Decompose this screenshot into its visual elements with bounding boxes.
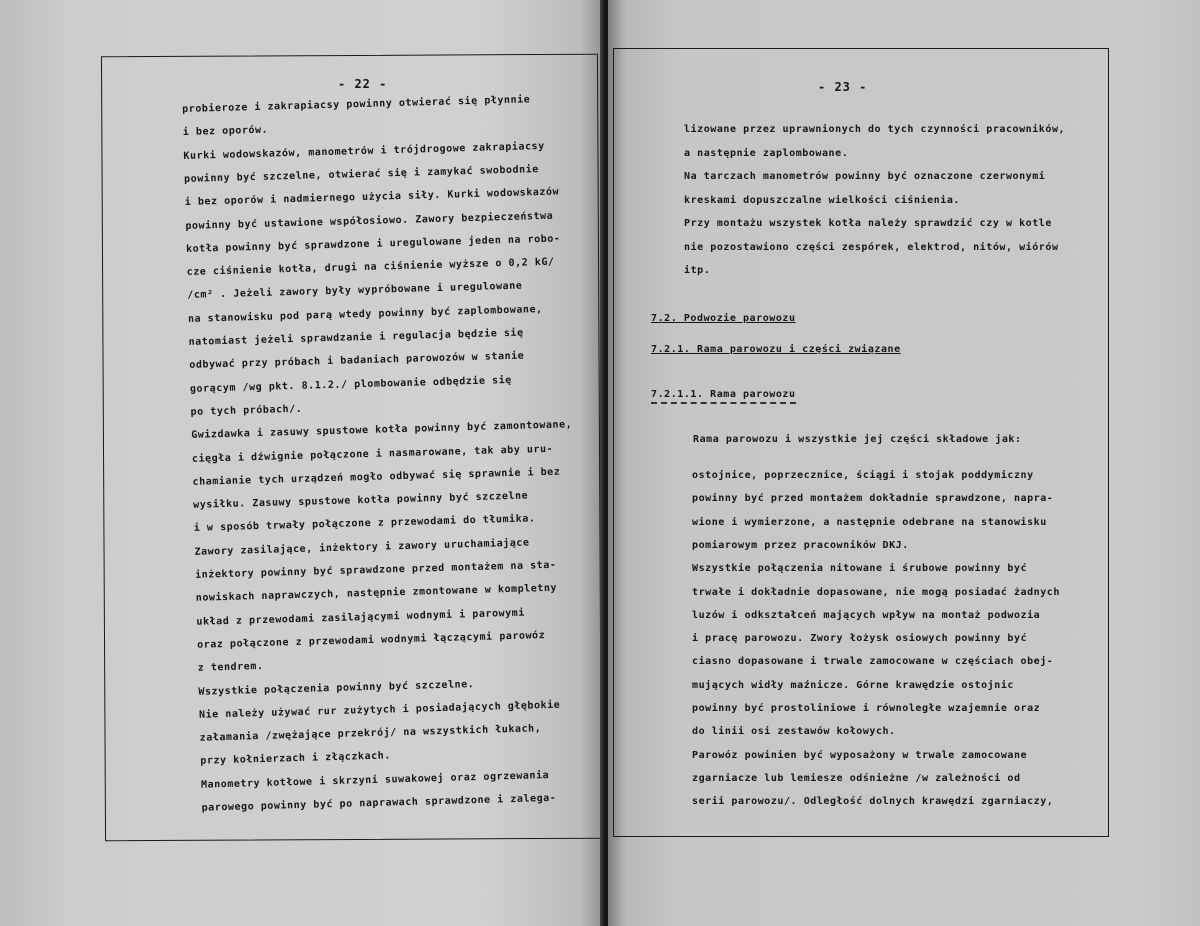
text-line: Rama parowozu i wszystkie jej części składowe jak: — [693, 434, 1022, 445]
text-line: z tendrem. — [197, 661, 264, 674]
text-line: ciasno dopasowane i trwale zamocowane w częściach obej- — [692, 656, 1054, 668]
text-line: inżektory powinny być sprawdzone przed montażem na sta- — [195, 559, 557, 581]
text-line: a następnie zaplombowane. — [684, 147, 849, 159]
text-line: mujących widły maźnicze. Górne krawędzie ostojnic — [692, 679, 1014, 691]
text-line: lizowane przez uprawnionych do tych czynności pracowników, — [684, 124, 1066, 135]
text-line: itp. — [684, 265, 711, 276]
text-line: wysiłku. Zasuwy spustowe kotła powinny być szczelne — [193, 490, 529, 511]
text-line: Wszystkie połączenia powinny być szczelne. — [198, 678, 475, 698]
text-line: i w sposób trwały połączone z przewodami do tłumika. — [193, 513, 536, 535]
left-page-number: - 22 - — [338, 77, 388, 91]
text-line: Nie należy używać rur zużytych i posiadających głębokie — [198, 699, 561, 721]
text-line: gorącym /wg pkt. 8.1.2./ plombowanie odbędzie się — [189, 374, 512, 395]
text-line: chamianie tych urządzeń mogło odbywać się sprawnie i bez — [192, 466, 561, 488]
text-line: Kurki wodowskazów, manometrów i trójdrogowe zakrapiacsy — [183, 140, 545, 162]
text-line: powinny być szczelne, otwierać się i zamykać swobodnie — [183, 163, 539, 185]
text-line: i pracę parowozu. Zwory łożysk osiowych powinny być — [692, 633, 1028, 645]
text-line: przy kołnierzach i złączkach. — [200, 750, 391, 768]
text-line: luzów i odkształceń mających wpływ na montaż podwozia — [692, 609, 1041, 621]
text-line: pomiarowym przez pracowników DKJ. — [692, 539, 909, 551]
text-line: powinny być przed montażem dokładnie sprawdzone, napra- — [692, 493, 1054, 505]
subsubsection-heading: 7.2.1.1. Rama parowozu — [651, 389, 796, 404]
section-heading: 7.2. Podwozie parowozu — [651, 313, 796, 324]
text-line: Przy montażu wszystek kotła należy sprawdzić czy w kotle — [684, 218, 1052, 229]
text-line: Manometry kotłowe i skrzyni suwakowej oraz ogrzewania — [200, 769, 550, 791]
right-page-number: - 23 - — [818, 80, 868, 94]
text-line: Gwizdawka i zasuwy spustowe kotła powinny być zamontowane, — [191, 419, 573, 442]
subsection-heading: 7.2.1. Rama parowozu i części związane — [651, 344, 901, 355]
text-line: parowego powinny być po naprawach sprawdzone i zalega- — [201, 792, 557, 814]
text-line: Wszystkie połączenia nitowane i śrubowe powinny być — [692, 563, 1028, 575]
text-line: Na tarczach manometrów powinny być oznaczone czerwonymi — [684, 171, 1046, 182]
text-line: wione i wymierzone, a następnie odebrane na stanowisku — [692, 516, 1047, 528]
text-line: /cm² . Jeżeli zawory były wypróbowane i uregulowane — [187, 280, 523, 302]
text-line: serii parowozu/. Odległość dolnych krawędzi zgarniaczy, — [692, 796, 1054, 808]
text-line: cięgła i dźwignie połączone i nasmarowane, tak aby uru- — [191, 443, 554, 465]
text-line: trwałe i dokładnie dopasowane, nie mogą posiadać żadnych — [692, 586, 1060, 598]
text-line: ostojnice, poprzecznice, ściągi i stojak poddymiczny — [692, 470, 1034, 481]
text-line: nie pozostawiono części zespórek, elektrod, nitów, wiórów — [684, 241, 1059, 253]
text-line: do linii osi zestawów kołowych. — [692, 726, 896, 738]
text-line: zgarniacze lub lemiesze odśnieżne /w zależności od — [692, 772, 1021, 784]
text-line: kreskami dopuszczalne wielkości ciśnienia. — [684, 194, 960, 206]
text-line: kotła powinny być sprawdzone i uregulowane jeden na robo- — [185, 233, 561, 255]
text-line: i bez oporów. — [182, 124, 269, 139]
text-line: układ z przewodami zasilającymi wodnymi i parowymi — [196, 607, 526, 628]
text-line: po tych próbach/. — [190, 403, 303, 418]
text-line: i bez oporów i nadmiernego użycia siły. Kurki wodowskazów — [184, 186, 560, 209]
text-line: powinny być ustawione współosiowo. Zawory bezpieczeństwa — [185, 210, 554, 232]
text-line: nowiskach naprawczych, następnie zmontowane w kompletny — [195, 583, 558, 605]
text-line: cze ciśnienie kotła, drugi na ciśnienie wyższe o 0,2 kG/ — [186, 256, 555, 279]
text-line: oraz połączone z przewodami wodnymi łączącymi parowóz — [196, 629, 546, 651]
text-line: na stanowisku pod parą wtedy powinny być zaplombowane, — [187, 303, 543, 325]
text-line: załamania /zwężające przekrój/ na wszystkich łukach, — [199, 723, 542, 744]
text-line: Zawory zasilające, inżektory i zawory uruchamiające — [194, 537, 530, 558]
text-line: probieroze i zakrapiacsy powinny otwierać się płynnie — [182, 94, 531, 115]
text-line: powinny być prostoliniowe i równoległe wzajemnie oraz — [692, 703, 1041, 714]
text-line: natomiast jeżeli sprawdzanie i regulacja będzie się — [188, 327, 524, 348]
text-line: odbywać przy próbach i badaniach parowozów w stanie — [189, 350, 525, 372]
text-line: Parowóz powinien być wyposażony w trwale zamocowane — [692, 749, 1028, 761]
